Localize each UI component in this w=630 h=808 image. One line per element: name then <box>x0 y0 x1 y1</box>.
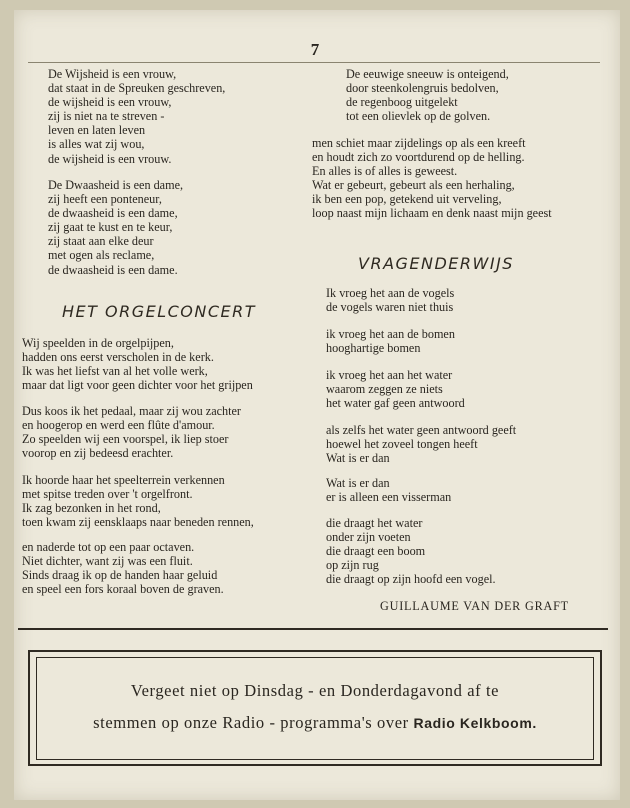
vragenderwijs-stanza-2 <box>326 327 455 355</box>
poem-line: Niet dichter, want zij was een fluit. <box>22 554 193 569</box>
poem-line: dat staat in de Spreuken geschreven, <box>48 81 226 96</box>
poem-line: toen kwam zij eensklaaps naar beneden rennen, <box>22 515 254 530</box>
poem-line: die draagt op zijn hoofd een vogel. <box>326 572 496 587</box>
box-border-top-inner <box>36 657 594 658</box>
poem-line: is alles wat zij wou, <box>48 137 145 152</box>
poem-line: Wat is er dan <box>326 476 390 490</box>
poem-line: de regenboog uitgelekt <box>346 95 458 110</box>
poem-line: waarom zeggen ze niets <box>326 382 443 397</box>
vragenderwijs-stanza-1 <box>326 286 454 314</box>
poem-line: en hoogerop en werd een flûte d'amour. <box>22 418 215 433</box>
poem-line: en houdt zich zo voortdurend op de helling. <box>312 150 525 165</box>
poem-wijsheid-stanza-2 <box>48 178 183 277</box>
poem-wijsheid-stanza-1 <box>48 67 225 166</box>
poem-line: zij staat aan elke deur <box>48 234 154 249</box>
poem-line: de wijsheid is een vrouw. <box>48 151 172 166</box>
poem-line: De Dwaasheid is een dame, <box>48 178 184 192</box>
poem-line: de dwaasheid is een dame, <box>48 206 178 221</box>
box-border-top-outer <box>28 650 602 652</box>
poem-line: de wijsheid is een vrouw, <box>48 95 172 110</box>
advert-line-1: Vergeet niet op Dinsdag - en Donderdagavond af te <box>130 681 500 700</box>
poem-line: loop naast mijn lichaam en denk naast mijn geest <box>312 206 552 221</box>
poem-line: leven en laten leven <box>48 123 146 138</box>
poem-line: met spitse treden over 't orgelfront. <box>22 487 193 502</box>
poem-line: er is alleen een visserman <box>326 490 452 505</box>
poem-line: Ik zag bezonken in het rond, <box>22 501 161 516</box>
poem-line: met ogen als reclame, <box>48 248 155 263</box>
poem-line: Wat er gebeurt, gebeurt als een herhaling, <box>312 178 515 193</box>
orgelconcert-stanza-1 <box>22 336 253 392</box>
orgelconcert-stanza-4 <box>22 540 224 596</box>
box-border-right-inner <box>593 657 594 760</box>
vragenderwijs-title: VRAGENDERWIJS <box>358 254 514 273</box>
right-poem-stanza-1 <box>346 67 509 123</box>
poem-line: De Wijsheid is een vrouw, <box>48 67 177 81</box>
poem-line: op zijn rug <box>326 558 379 573</box>
poem-line: en speel een fors koraal boven de graven. <box>22 582 224 597</box>
poem-line: die draagt een boom <box>326 544 426 559</box>
header-rule <box>28 62 600 63</box>
advert-brand: Radio Kelkboom. <box>413 715 537 731</box>
orgelconcert-stanza-3 <box>22 473 254 529</box>
poem-line: Ik vroeg het aan de vogels <box>326 286 455 300</box>
poem-line: ik vroeg het aan het water <box>326 368 453 382</box>
poem-line: Ik hoorde haar het speelterrein verkennen <box>22 473 225 487</box>
divider-rule <box>18 628 608 630</box>
page-number: 7 <box>310 40 320 59</box>
poem-line: hoewel het zoveel tongen heeft <box>326 437 478 452</box>
poem-line: Ik was het liefst van al het volle werk, <box>22 364 208 379</box>
box-border-bottom-inner <box>36 759 594 760</box>
box-border-right-outer <box>600 650 602 766</box>
poem-line: Dus koos ik het pedaal, maar zij wou zachter <box>22 404 241 418</box>
poem-line: Wij speelden in de orgelpijpen, <box>22 336 174 350</box>
poem-line: het water gaf geen antwoord <box>326 396 465 411</box>
poem-line: Zo speelden wij een voorspel, ik liep stoer <box>22 432 229 447</box>
poem-line: ik ben een pop, getekend uit verveling, <box>312 192 502 207</box>
orgelconcert-stanza-2 <box>22 404 241 460</box>
poem-line: voorop en zij bedeesd erachter. <box>22 446 174 461</box>
poem-line: Sinds draag ik op de handen haar geluid <box>22 568 218 583</box>
poem-line: door steenkolengruis bedolven, <box>346 81 499 96</box>
orgelconcert-title: HET ORGELCONCERT <box>62 302 257 321</box>
poem-line: en naderde tot op een paar octaven. <box>22 540 195 554</box>
poem-line: als zelfs het water geen antwoord geeft <box>326 423 517 437</box>
advert-line-2-text: stemmen op onze Radio - programma's over <box>93 713 409 732</box>
poem-line: de vogels waren niet thuis <box>326 300 454 315</box>
vragenderwijs-stanza-4 <box>326 423 516 465</box>
poem-line: men schiet maar zijdelings op als een kreeft <box>312 136 526 150</box>
poem-line: hadden ons eerst verscholen in de kerk. <box>22 350 214 365</box>
poem-line: onder zijn voeten <box>326 530 411 545</box>
box-border-left-outer <box>28 650 30 766</box>
right-poem-stanza-2 <box>312 136 552 221</box>
vragenderwijs-stanza-6 <box>326 516 496 586</box>
poem-line: zij gaat te kust en te keur, <box>48 220 173 235</box>
poem-line: tot een olievlek op de golven. <box>346 109 491 124</box>
poem-line: zij heeft een ponteneur, <box>48 192 162 207</box>
poem-author: GUILLAUME VAN DER GRAFT <box>380 599 569 613</box>
poem-line: hooghartige bomen <box>326 341 421 356</box>
box-border-left-inner <box>36 657 37 760</box>
poem-line: En alles is of alles is geweest. <box>312 164 458 179</box>
vragenderwijs-stanza-3 <box>326 368 465 410</box>
vragenderwijs-stanza-5 <box>326 476 451 504</box>
poem-line: De eeuwige sneeuw is onteigend, <box>346 67 509 81</box>
box-border-bottom-outer <box>28 764 602 766</box>
poem-line: ik vroeg het aan de bomen <box>326 327 455 341</box>
poem-line: zij is niet na te streven - <box>48 109 165 124</box>
poem-line: de dwaasheid is een dame. <box>48 262 178 277</box>
advert-line-2 <box>32 713 598 733</box>
poem-line: die draagt het water <box>326 516 423 530</box>
poem-line: Wat is er dan <box>326 451 390 466</box>
poem-line: maar dat ligt voor geen dichter voor het grijpen <box>22 378 253 393</box>
